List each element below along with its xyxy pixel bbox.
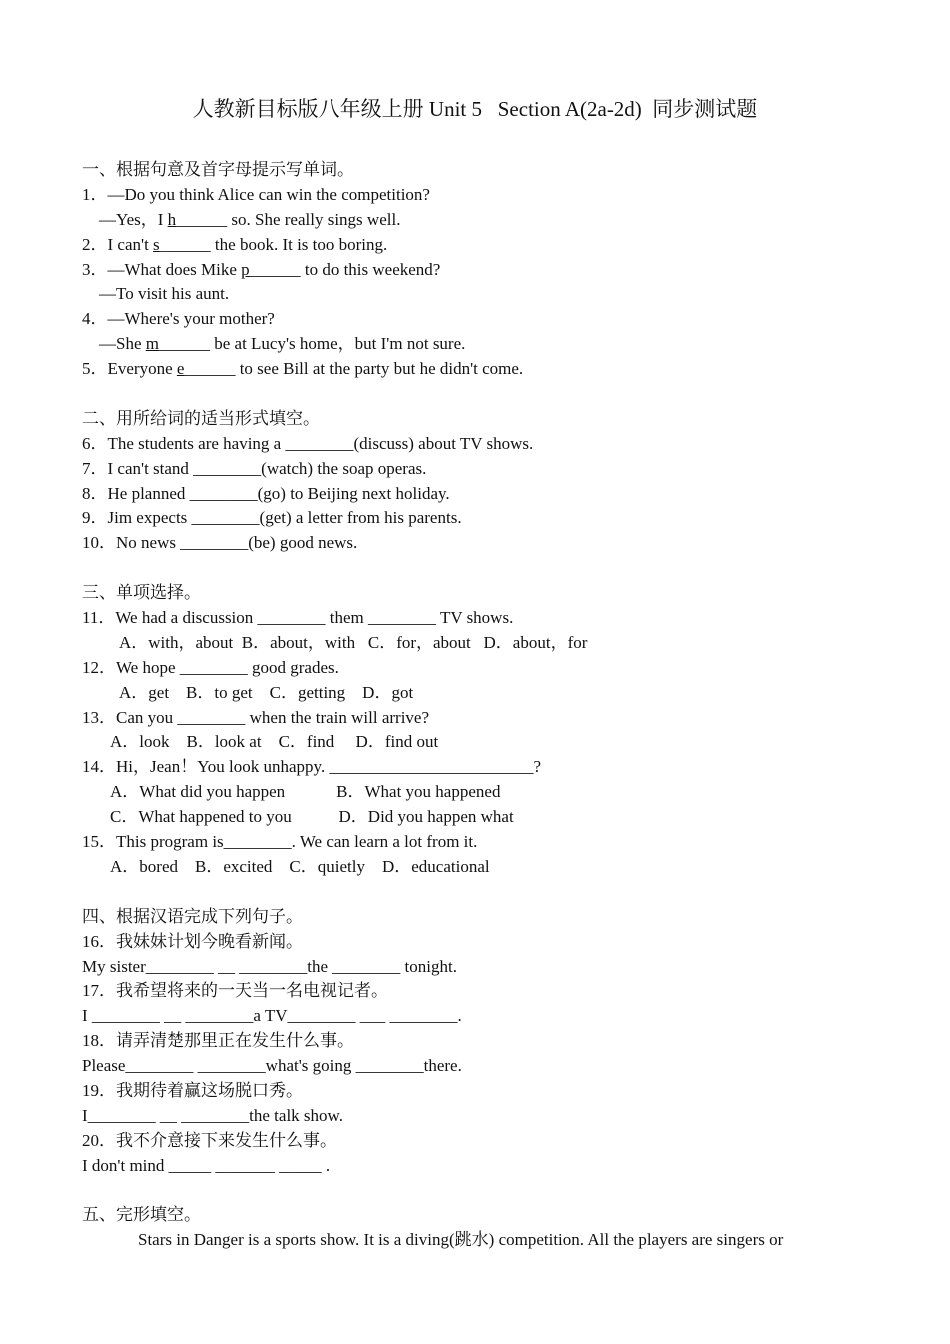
question-11-options: A．with，about B．about，with C．for，about D．about，for xyxy=(119,632,588,652)
section-heading-4: 四、根据汉语完成下列句子。 xyxy=(82,906,303,926)
question-13-options: A．look B．look at C．find D．find out xyxy=(110,732,439,752)
question-20-chinese: 20．我不介意接下来发生什么事。 xyxy=(82,1130,337,1150)
spacer xyxy=(82,880,902,905)
question-7: 7．I can't stand ________(watch) the soap operas. xyxy=(82,458,427,478)
question-12: 12．We hope ________ good grades. xyxy=(82,657,339,677)
question-16-chinese: 16．我妹妹计划今晚看新闻。 xyxy=(82,931,303,951)
page-title: 人教新目标版八年级上册 Unit 5 Section A(2a-2d) 同步测试题 xyxy=(192,97,758,121)
question-17-chinese: 17．我希望将来的一天当一名电视记者。 xyxy=(82,981,388,1001)
question-4-line-1: 4．—Where's your mother? xyxy=(82,309,275,329)
question-15: 15．This program is________. We can learn a lot from it. xyxy=(82,832,478,852)
hint-letter: e xyxy=(176,359,185,379)
hint-letter: s xyxy=(153,234,160,254)
section-heading-1: 一、根据句意及首字母提示写单词。 xyxy=(82,160,354,179)
question-9: 9．Jim expects ________(get) a letter from his parents. xyxy=(82,508,462,528)
question-5: 5．Everyone e______ to see Bill at the party but he didn't come. xyxy=(82,359,524,379)
worksheet-content xyxy=(82,158,902,1253)
spacer xyxy=(82,1179,902,1204)
question-19-english: I________ __ ________the talk show. xyxy=(82,1105,343,1125)
question-14: 14．Hi，Jean！You look unhappy. ________________________? xyxy=(82,757,541,777)
section-heading-3: 三、单项选择。 xyxy=(82,583,201,603)
hint-letter: m xyxy=(145,334,159,354)
section-heading-5: 五、完形填空。 xyxy=(82,1205,201,1225)
question-8: 8．He planned ________(go) to Beijing next holiday. xyxy=(82,483,450,503)
question-16-english: My sister________ __ ________the ________ tonight. xyxy=(82,956,457,976)
question-18-chinese: 18．请弄清楚那里正在发生什么事。 xyxy=(82,1031,354,1051)
question-2: 2．I can't s______ the book. It is too boring. xyxy=(82,234,388,254)
cloze-paragraph: Stars in Danger is a sports show. It is a diving(跳水) competition. All the players are singers or xyxy=(138,1230,784,1250)
question-1-line-2: —Yes，I h______ so. She really sings well. xyxy=(99,209,401,229)
question-6: 6．The students are having a ________(discuss) about TV shows. xyxy=(82,433,534,453)
question-17-english: I ________ __ ________a TV________ ___ ________. xyxy=(82,1006,462,1026)
question-13: 13．Can you ________ when the train will arrive? xyxy=(82,707,430,727)
question-14-options-1: A．What did you happen B．What you happened xyxy=(110,782,501,802)
question-18-english: Please________ ________what's going ________there. xyxy=(82,1056,462,1076)
question-11: 11．We had a discussion ________ them ________ TV shows. xyxy=(82,608,514,628)
spacer xyxy=(82,556,902,581)
question-14-options-2: C．What happened to you D．Did you happen what xyxy=(110,807,514,827)
question-15-options: A．bored B．excited C．quietly D．educational xyxy=(110,856,490,876)
question-4-line-2: —She m______ be at Lucy's home，but I'm not sure. xyxy=(99,334,466,354)
question-3-line-1: 3．—What does Mike p______ to do this weekend? xyxy=(82,259,441,279)
hint-letter: p xyxy=(241,259,250,279)
question-10: 10．No news ________(be) good news. xyxy=(82,533,358,553)
section-heading-2: 二、用所给词的适当形式填空。 xyxy=(82,408,320,428)
question-1-line-1: 1．—Do you think Alice can win the competition? xyxy=(82,184,430,204)
spacer xyxy=(82,382,902,407)
question-20-english: I don't mind _____ _______ _____ . xyxy=(82,1155,331,1175)
question-19-chinese: 19．我期待着赢这场脱口秀。 xyxy=(82,1080,303,1100)
question-3-line-2: —To visit his aunt. xyxy=(99,284,230,304)
hint-letter: h xyxy=(167,209,177,229)
question-12-options: A．get B．to get C．getting D．got xyxy=(119,682,414,702)
